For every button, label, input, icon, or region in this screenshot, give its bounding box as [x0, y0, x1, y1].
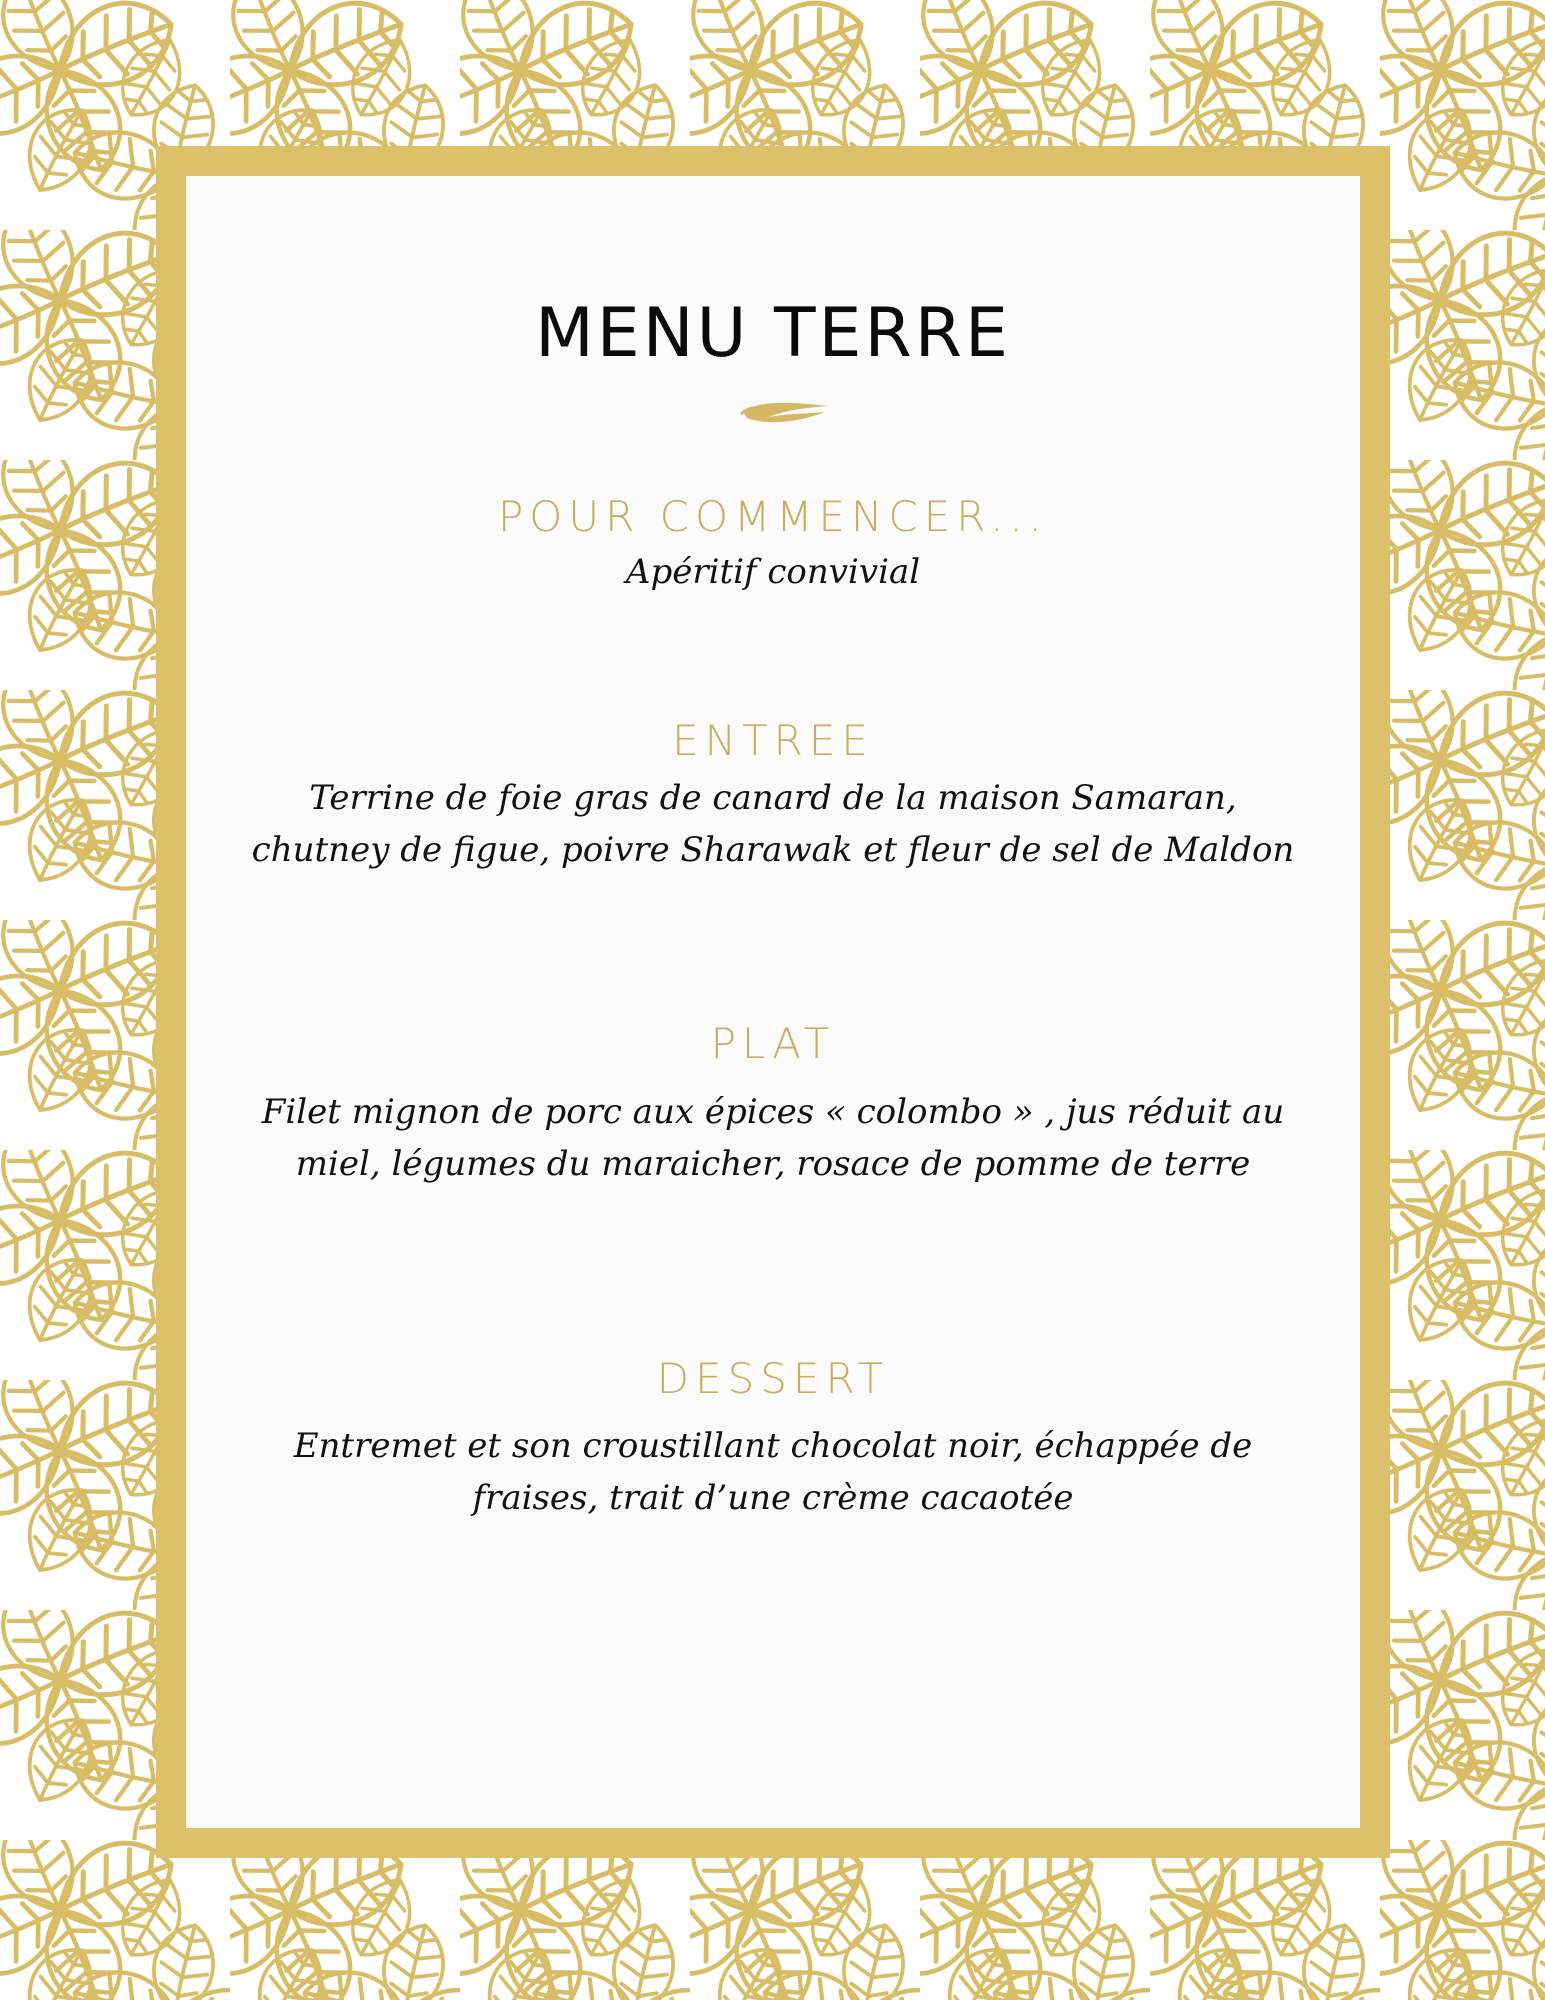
menu-title: MENU TERRE [535, 294, 1011, 373]
section-line: Entremet et son croustillant chocolat noir, échappée de [293, 1426, 1253, 1466]
section-text-pour-commencer [186, 546, 1360, 598]
section-line: fraises, trait d’une crème cacaotée [472, 1478, 1074, 1518]
section-line: Apéritif convivial [625, 552, 921, 592]
section-line: chutney de figue, poivre Sharawak et fleur de sel de Maldon [251, 830, 1295, 870]
gold-frame [156, 146, 1390, 1858]
section-heading-entree: ENTREE [672, 716, 874, 765]
section-text-dessert [186, 1420, 1360, 1524]
section-text-entree [186, 772, 1360, 876]
section-line: miel, légumes du maraicher, rosace de pomme de terre [295, 1144, 1251, 1184]
section-line: Filet mignon de porc aux épices « colombo » , jus réduit au [261, 1092, 1285, 1132]
section-heading-pour-commencer: POUR COMMENCER... [497, 492, 1049, 541]
section-line: Terrine de foie gras de canard de la maison Samaran, [309, 778, 1237, 818]
section-heading-plat: PLAT [710, 1019, 836, 1068]
section-text-plat [186, 1086, 1360, 1190]
menu-panel [186, 176, 1360, 1828]
flourish-divider-icon [739, 396, 833, 426]
section-heading-dessert: DESSERT [656, 1354, 890, 1403]
